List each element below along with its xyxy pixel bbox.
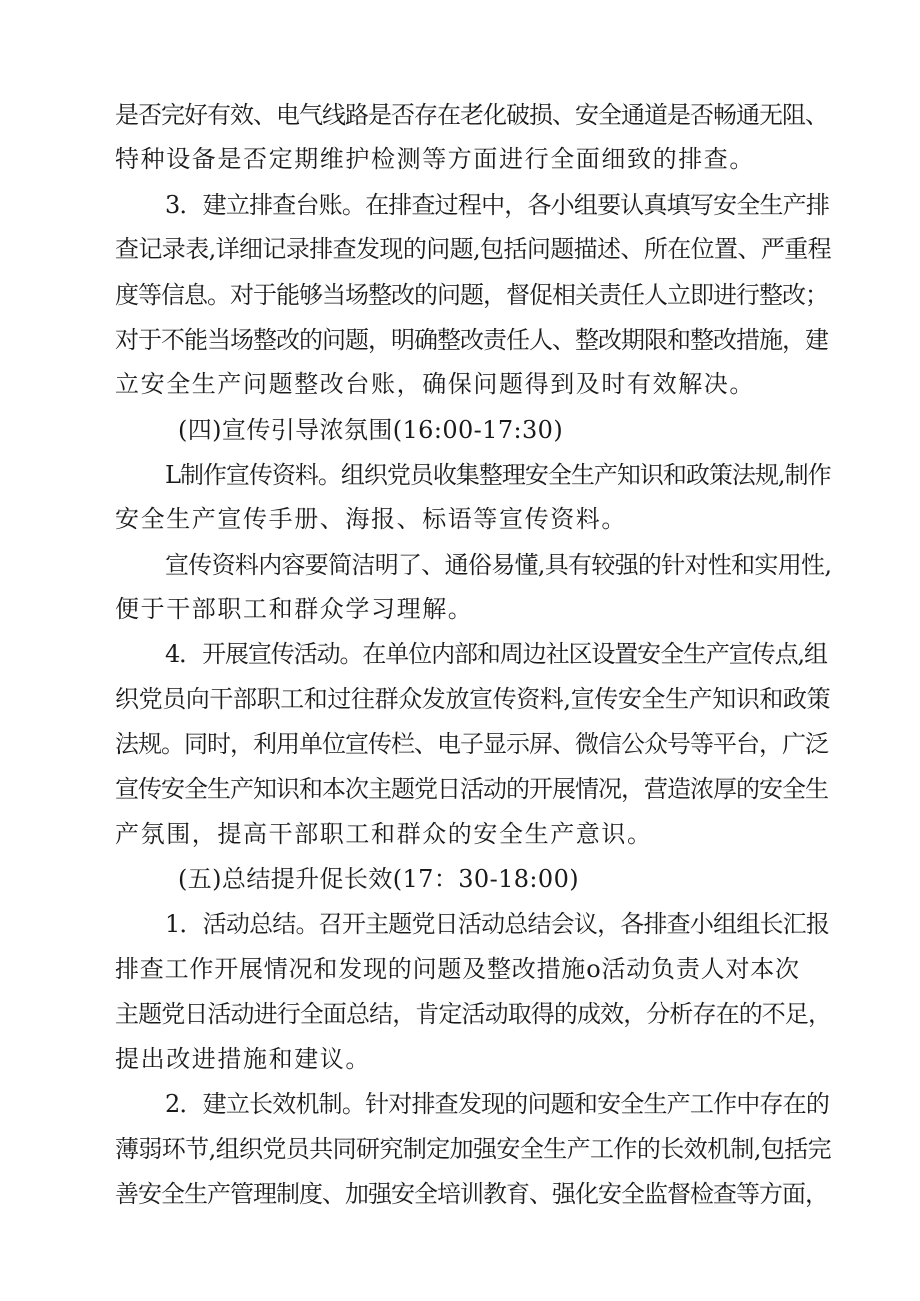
text-line: 便于干部职工和群众学习理解。 — [115, 595, 474, 623]
text-line: 提出改进措施和建议。 — [115, 1045, 371, 1073]
text-line: 排查工作开展情况和发现的问题及整改措施o活动负责人对本次 — [115, 955, 800, 983]
text-line: 度等信息。对于能够当场整改的问题，督促相关责任人立即进行整改； — [115, 281, 828, 309]
text-line: 特种设备是否定期维护检测等方面进行全面细致的排查。 — [115, 145, 755, 173]
text-line: 主题党日活动进行全面总结，肯定活动取得的成效，分析存在的不足， — [115, 1000, 832, 1028]
text-line: 1．活动总结。召开主题党日活动总结会议，各排查小组组长汇报 — [165, 910, 830, 938]
text-line: 安全生产宣传手册、海报、标语等宣传资料。 — [115, 505, 627, 533]
text-line: L制作宣传资料。组织党员收集整理安全生产知识和政策法规,制作 — [165, 461, 831, 489]
text-line: 立安全生产问题整改台账，确保问题得到及时有效解决。 — [115, 370, 755, 398]
text-line: 善安全生产管理制度、加强安全培训教育、强化安全监督检查等方面， — [115, 1180, 828, 1208]
section-heading: (五)总结提升促长效(17：30-18:00) — [178, 865, 580, 893]
text-line: 2．建立长效机制。针对排查发现的问题和安全生产工作中存在的 — [165, 1090, 830, 1118]
text-line: 薄弱环节,组织党员共同研究制定加强安全生产工作的长效机制,包括完 — [115, 1135, 832, 1163]
text-line: 织党员向干部职工和过往群众发放宣传资料,宣传安全生产知识和政策 — [115, 685, 831, 713]
text-line: 产氛围，提高干部职工和群众的安全生产意识。 — [115, 820, 653, 848]
text-line: 3．建立排查台账。在排查过程中，各小组要认真填写安全生产排 — [165, 191, 830, 219]
text-line: 宣传资料内容要简洁明了、通俗易懂,具有较强的针对性和实用性, — [165, 551, 832, 579]
text-line: 宣传安全生产知识和本次主题党日活动的开展情况，营造浓厚的安全生 — [115, 775, 828, 803]
section-heading: (四)宣传引导浓氛围(16:00-17:30) — [178, 416, 564, 444]
text-line: 查记录表,详细记录排查发现的问题,包括问题描述、所在位置、严重程 — [115, 235, 832, 263]
text-line: 法规。同时，利用单位宣传栏、电子显示屏、微信公众号等平台，广泛 — [115, 730, 828, 758]
text-line: 是否完好有效、电气线路是否存在老化破损、安全通道是否畅通无阻、 — [115, 101, 828, 129]
text-line: 对于不能当场整改的问题，明确整改责任人、整改期限和整改措施，建 — [115, 326, 828, 354]
text-line: 4．开展宣传活动。在单位内部和周边社区设置安全生产宣传点,组 — [165, 640, 827, 668]
